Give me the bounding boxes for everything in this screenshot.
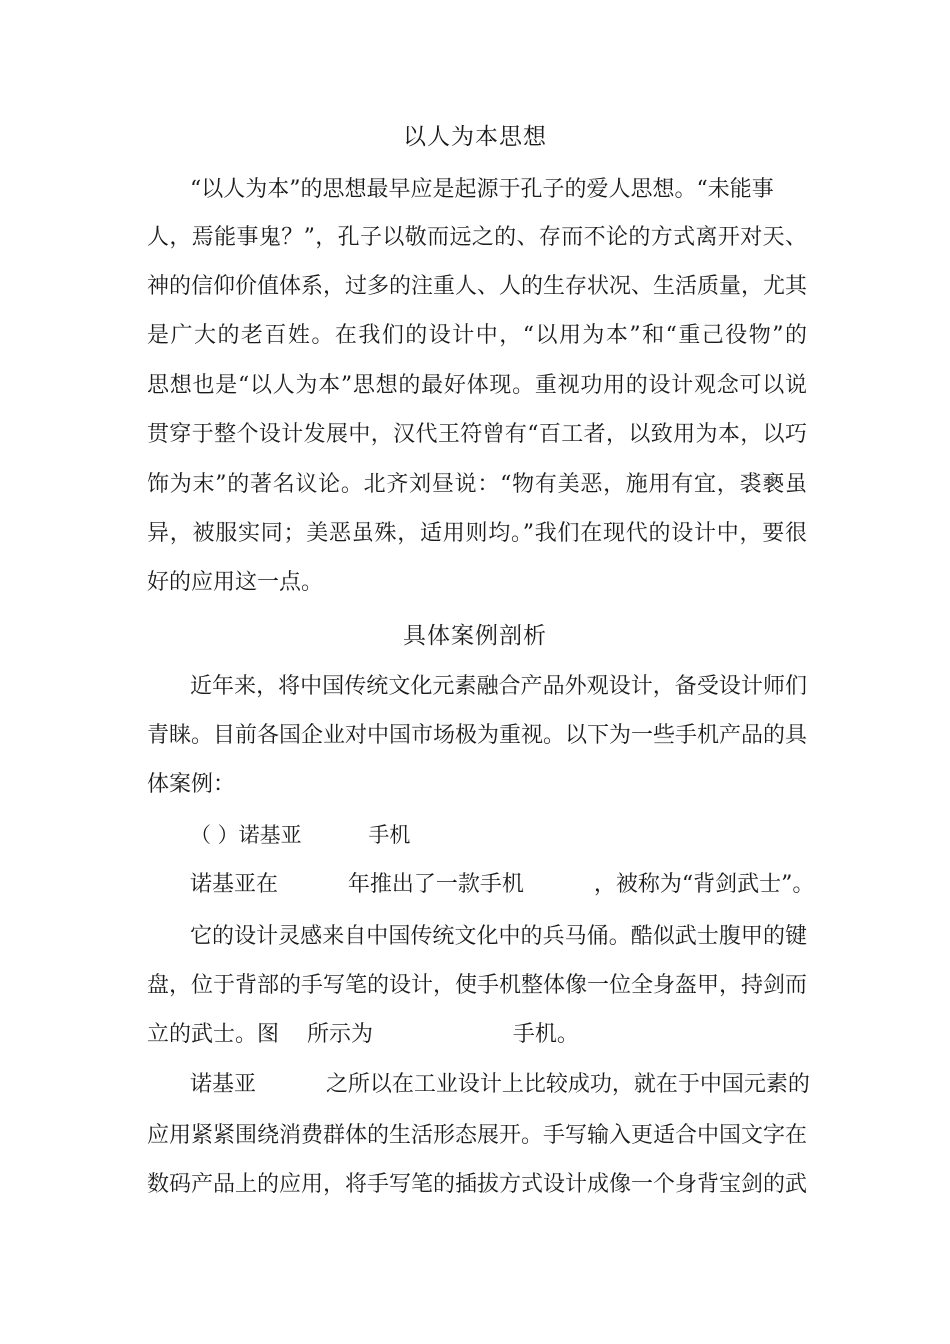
paragraph-line: 盘，位于背部的手写笔的设计，使手机整体像一位全身盔甲，持剑而 (147, 973, 808, 998)
paragraph-line: 神的信仰价值体系，过多的注重人、人的生存状况、生活质量，尤其 (147, 274, 808, 299)
heading-case-analysis: 具体案例剖析 (403, 623, 547, 649)
paragraph-line: 贯穿于整个设计发展中，汉代王符曾有“百工者，以致用为本，以巧 (147, 422, 807, 447)
paragraph-line: 体案例： (147, 772, 236, 797)
paragraph-line: 青睐。目前各国企业对中国市场极为重视。以下为一些手机产品的具 (147, 723, 808, 748)
paragraph-line: 立的武士。图 所示为 手机。 (147, 1022, 579, 1047)
paragraph-line: 应用紧紧围绕消费群体的生活形态展开。手写输入更适合中国文字在 (147, 1123, 808, 1148)
paragraph-line: 饰为末”的著名议论。北齐刘昼说：“物有美恶，施用有宜，裘褻虽 (147, 472, 807, 497)
case-title: （ ）诺基亚 手机 (190, 823, 411, 847)
case-line: 诺基亚在 年推出了一款手机 ，被称为“背剑武士”。 (190, 872, 815, 897)
paragraph-line: 思想也是“以人为本”思想的最好体现。重视功用的设计观念可以说 (147, 373, 807, 398)
paragraph-line: 它的设计灵感来自中国传统文化中的兵马俑。酷似武士腹甲的键 (190, 924, 807, 949)
paragraph-line: 人，焉能事鬼？”，孔子以敬而远之的、存而不论的方式离开对天、 (147, 225, 807, 250)
paragraph-line: 近年来，将中国传统文化元素融合产品外观设计，备受设计师们 (190, 674, 807, 699)
paragraph-line: 是广大的老百姓。在我们的设计中，“以用为本”和“重己役物”的 (147, 323, 807, 348)
paragraph-line: 异，被服实同；美恶虽殊，适用则均。”我们在现代的设计中，要很 (147, 521, 807, 546)
paragraph-line: 好的应用这一点。 (147, 570, 324, 595)
paragraph-line: “以人为本”的思想最早应是起源于孔子的爱人思想。“未能事 (190, 177, 774, 202)
paragraph-line: 诺基亚 之所以在工业设计上比较成功，就在于中国元素的 (190, 1072, 810, 1097)
paragraph-line: 数码产品上的应用，将手写笔的插拔方式设计成像一个身背宝剑的武 (147, 1172, 808, 1197)
heading-people-oriented: 以人为本思想 (403, 124, 547, 150)
